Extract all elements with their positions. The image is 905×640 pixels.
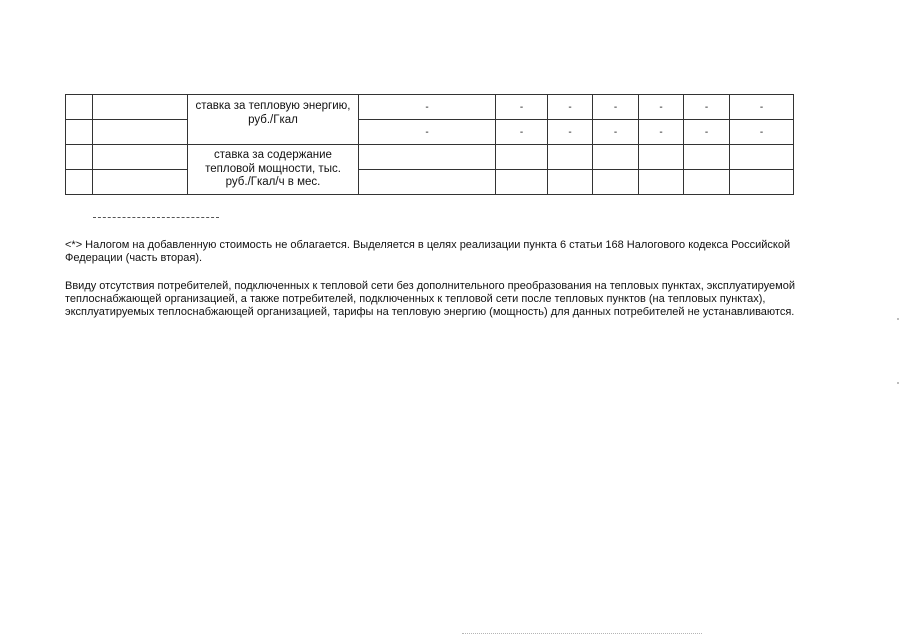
table-cell: - xyxy=(684,95,730,120)
table-cell: - xyxy=(639,95,684,120)
scan-artifact-dot xyxy=(897,318,899,320)
table-cell xyxy=(93,170,188,195)
table-cell xyxy=(730,170,794,195)
table-cell xyxy=(496,145,548,170)
table-cell xyxy=(684,145,730,170)
table-cell xyxy=(359,170,496,195)
table-cell xyxy=(548,170,593,195)
scan-artifact-marks xyxy=(462,633,702,637)
table-cell: - xyxy=(730,120,794,145)
vat-footnote: <*> Налогом на добавленную стоимость не облагается. Выделяется в целях реализации пункта 6 статьи 168 Налогового кодекса Российской Федерации (часть вторая). xyxy=(65,239,791,264)
table-cell: - xyxy=(639,120,684,145)
table-row xyxy=(66,120,794,145)
table-row xyxy=(66,170,794,195)
tariff-table xyxy=(65,94,794,195)
table-cell: - xyxy=(496,120,548,145)
table-cell xyxy=(93,120,188,145)
table-cell xyxy=(684,170,730,195)
table-cell xyxy=(548,145,593,170)
table-cell xyxy=(639,145,684,170)
rate-label-heat-energy: ставка за тепловую энергию, руб./Гкал xyxy=(188,95,359,145)
table-cell xyxy=(359,145,496,170)
table-cell: - xyxy=(496,95,548,120)
table-cell: - xyxy=(593,120,639,145)
table-cell xyxy=(639,170,684,195)
table-cell xyxy=(66,145,93,170)
table-cell xyxy=(496,170,548,195)
table-row xyxy=(66,95,794,120)
table-row xyxy=(66,145,794,170)
footnote-separator xyxy=(93,217,219,218)
table-cell: - xyxy=(548,120,593,145)
scan-artifact-dot xyxy=(897,382,899,384)
table-cell xyxy=(593,145,639,170)
table-cell xyxy=(730,145,794,170)
consumers-note: Ввиду отсутствия потребителей, подключенных к тепловой сети без дополнительного преобразования на тепловых пунктах, эксплуатируемой теплоснабжающей организацией, а также потребителей, подключенных к тепловой сети после тепловых пунктов (на тепловых пунктах), эксплуатируемых теплоснабжающей организацией, тарифы на тепловую энергию (мощность) для данных потребителей не устанавливаются. xyxy=(65,280,795,318)
table-cell xyxy=(93,145,188,170)
table-cell xyxy=(66,120,93,145)
table-cell: - xyxy=(684,120,730,145)
table-cell xyxy=(66,95,93,120)
table-cell: - xyxy=(359,120,496,145)
table-cell: - xyxy=(730,95,794,120)
table-cell: - xyxy=(359,95,496,120)
table-cell: - xyxy=(593,95,639,120)
table-cell xyxy=(93,95,188,120)
rate-label-heat-capacity: ставка за содержание тепловой мощности, тыс. руб./Гкал/ч в мес. xyxy=(188,145,359,195)
table-cell xyxy=(593,170,639,195)
table-cell: - xyxy=(548,95,593,120)
table-cell xyxy=(66,170,93,195)
